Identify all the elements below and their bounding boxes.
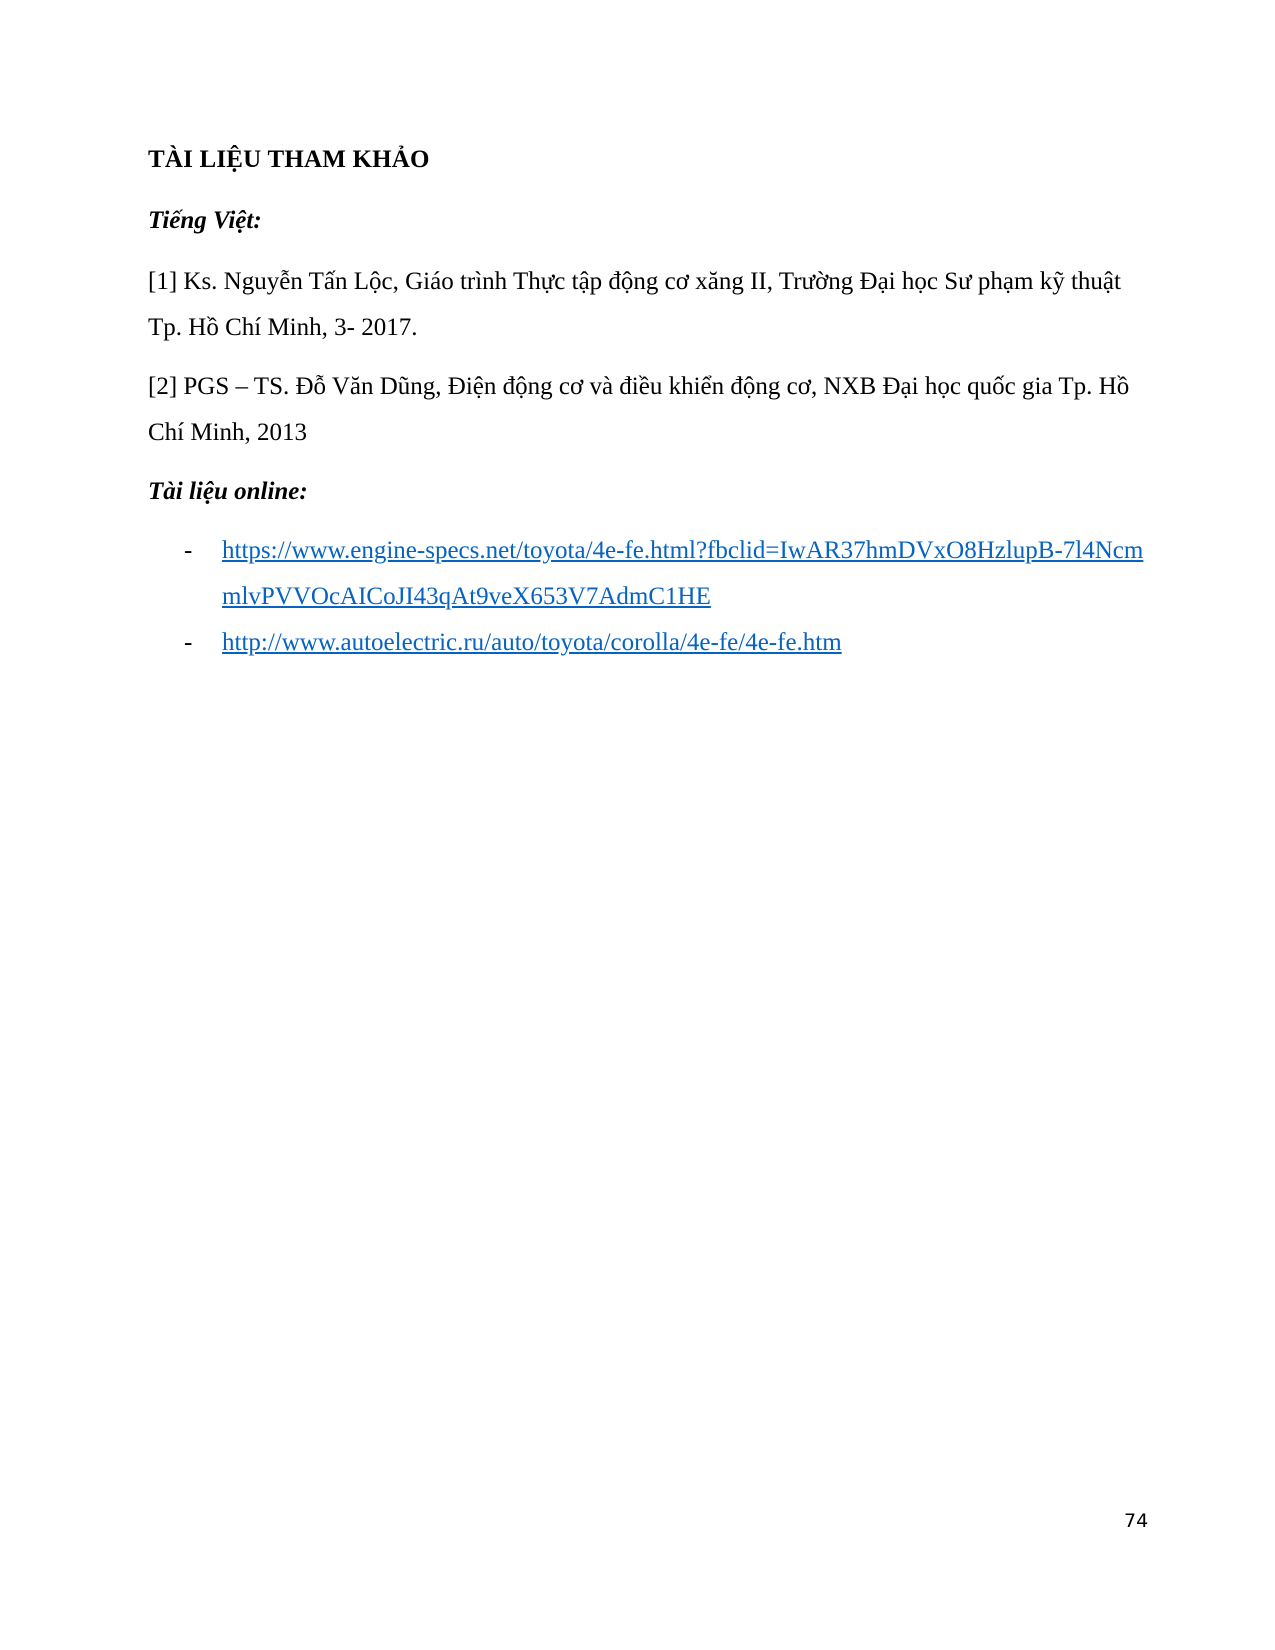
bullet-dash: - — [184, 537, 193, 564]
vietnamese-section-title: Tiếng Việt: — [148, 207, 262, 234]
reference-item-1: [1] Ks. Nguyễn Tấn Lộc, Giáo trình Thực tập động cơ xăng II, Trường Đại học Sư phạm kỹ thuật Tp. Hồ Chí Minh, 3- 2017. — [148, 268, 1121, 341]
autoelectric-link[interactable]: http://www.autoelectric.ru/auto/toyota/corolla/4e-fe/4e-fe.htm — [222, 629, 842, 656]
online-link-item-1 — [148, 528, 1158, 620]
bullet-dash: - — [184, 629, 193, 656]
online-link-item-2 — [148, 620, 1158, 666]
engine-specs-link[interactable]: https://www.engine-specs.net/toyota/4e-fe.html?fbclid=IwAR37hmDVxO8HzlupB-7l4NcmmlvPVVOcAICoJI43qAt9veX653V7AdmC1HE — [222, 537, 1144, 610]
references-heading: TÀI LIỆU THAM KHẢO — [148, 146, 430, 173]
online-section-title: Tài liệu online: — [148, 478, 308, 505]
page-number: 74 — [1124, 1510, 1149, 1532]
reference-item-2: [2] PGS – TS. Đỗ Văn Dũng, Điện động cơ và điều khiển động cơ, NXB Đại học quốc gia Tp. Hồ Chí Minh, 2013 — [148, 373, 1130, 446]
